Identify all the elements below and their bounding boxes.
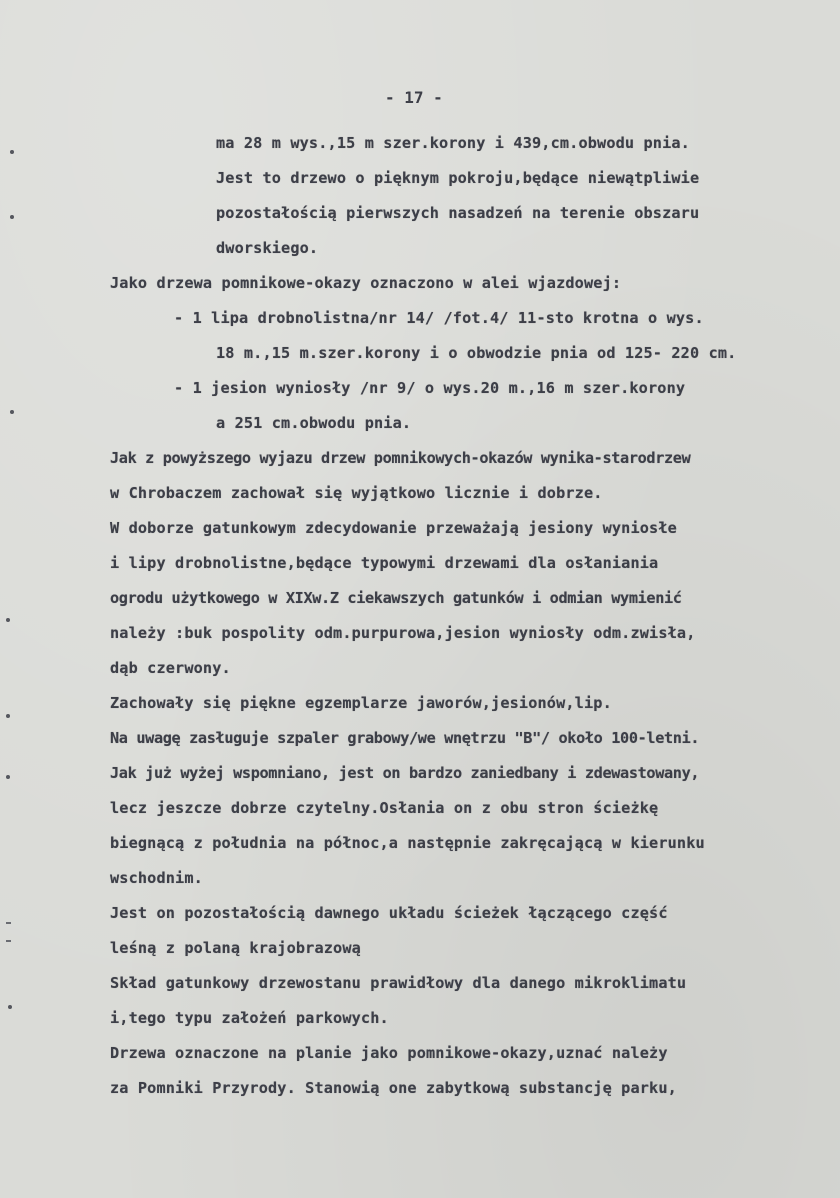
text-line: - 1 lipa drobnolistna/nr 14/ /fot.4/ 11-sto krotna o wys. (174, 309, 704, 327)
text-line: Jest on pozostałością dawnego układu ścieżek łączącego część (110, 904, 668, 922)
text-line: Drzewa oznaczone na planie jako pomnikowe-okazy,uznać należy (110, 1044, 668, 1062)
margin-punch-mark (6, 618, 10, 622)
text-line: Jako drzewa pomnikowe-okazy oznaczono w alei wjazdowej: (110, 274, 622, 292)
text-line: należy :buk pospolity odm.purpurowa,jesion wyniosły odm.zwisła, (110, 624, 696, 642)
text-line: leśną z polaną krajobrazową (110, 939, 361, 957)
margin-punch-mark (6, 922, 11, 924)
text-line: W doborze gatunkowym zdecydowanie przeważają jesiony wyniosłe (110, 519, 677, 537)
text-line: ma 28 m wys.,15 m szer.korony i 439,cm.obwodu pnia. (216, 134, 690, 152)
page-number: - 17 - (385, 88, 443, 107)
margin-punch-mark (10, 410, 14, 414)
text-line: a 251 cm.obwodu pnia. (216, 414, 412, 432)
margin-punch-mark (6, 940, 11, 942)
margin-punch-mark (6, 714, 10, 718)
text-line: pozostałością pierwszych nasadzeń na terenie obszaru (216, 204, 700, 222)
margin-punch-mark (6, 775, 10, 779)
text-line: dworskiego. (216, 239, 319, 257)
margin-punch-mark (8, 1005, 12, 1009)
text-line: za Pomniki Przyrody. Stanowią one zabytkową substancję parku, (110, 1079, 677, 1097)
text-line: Jak już wyżej wspomniano, jest on bardzo zaniedbany i zdewastowany, (110, 764, 700, 782)
text-line: i lipy drobnolistne,będące typowymi drzewami dla osłaniania (110, 554, 659, 572)
text-line: ogrodu użytkowego w XIXw.Z ciekawszych gatunków i odmian wymienić (110, 589, 682, 607)
text-line: i,tego typu założeń parkowych. (110, 1009, 389, 1027)
text-line: Zachowały się piękne egzemplarze jaworów,jesionów,lip. (110, 694, 612, 712)
text-line: Skład gatunkowy drzewostanu prawidłowy dla danego mikroklimatu (110, 974, 687, 992)
margin-punch-mark (10, 150, 14, 154)
text-line: - 1 jesion wyniosły /nr 9/ o wys.20 m.,16 m szer.korony (174, 379, 686, 397)
text-line: Na uwagę zasługuje szpaler grabowy/we wnętrzu "B"/ około 100-letni. (110, 729, 700, 747)
text-line: wschodnim. (110, 869, 203, 887)
text-line: w Chrobaczem zachował się wyjątkowo licznie i dobrze. (110, 484, 603, 502)
text-line: lecz jeszcze dobrze czytelny.Osłania on z obu stron ścieżkę (110, 799, 659, 817)
text-line: dąb czerwony. (110, 659, 231, 677)
text-line: biegnącą z południa na północ,a następnie zakręcającą w kierunku (110, 834, 705, 852)
margin-punch-mark (10, 215, 14, 219)
text-line: Jest to drzewo o pięknym pokroju,będące niewątpliwie (216, 169, 700, 187)
text-line: 18 m.,15 m.szer.korony i o obwodzie pnia od 125- 220 cm. (216, 344, 737, 362)
text-line: Jak z powyższego wyjazu drzew pomnikowych-okazów wynika-starodrzew (110, 449, 691, 467)
